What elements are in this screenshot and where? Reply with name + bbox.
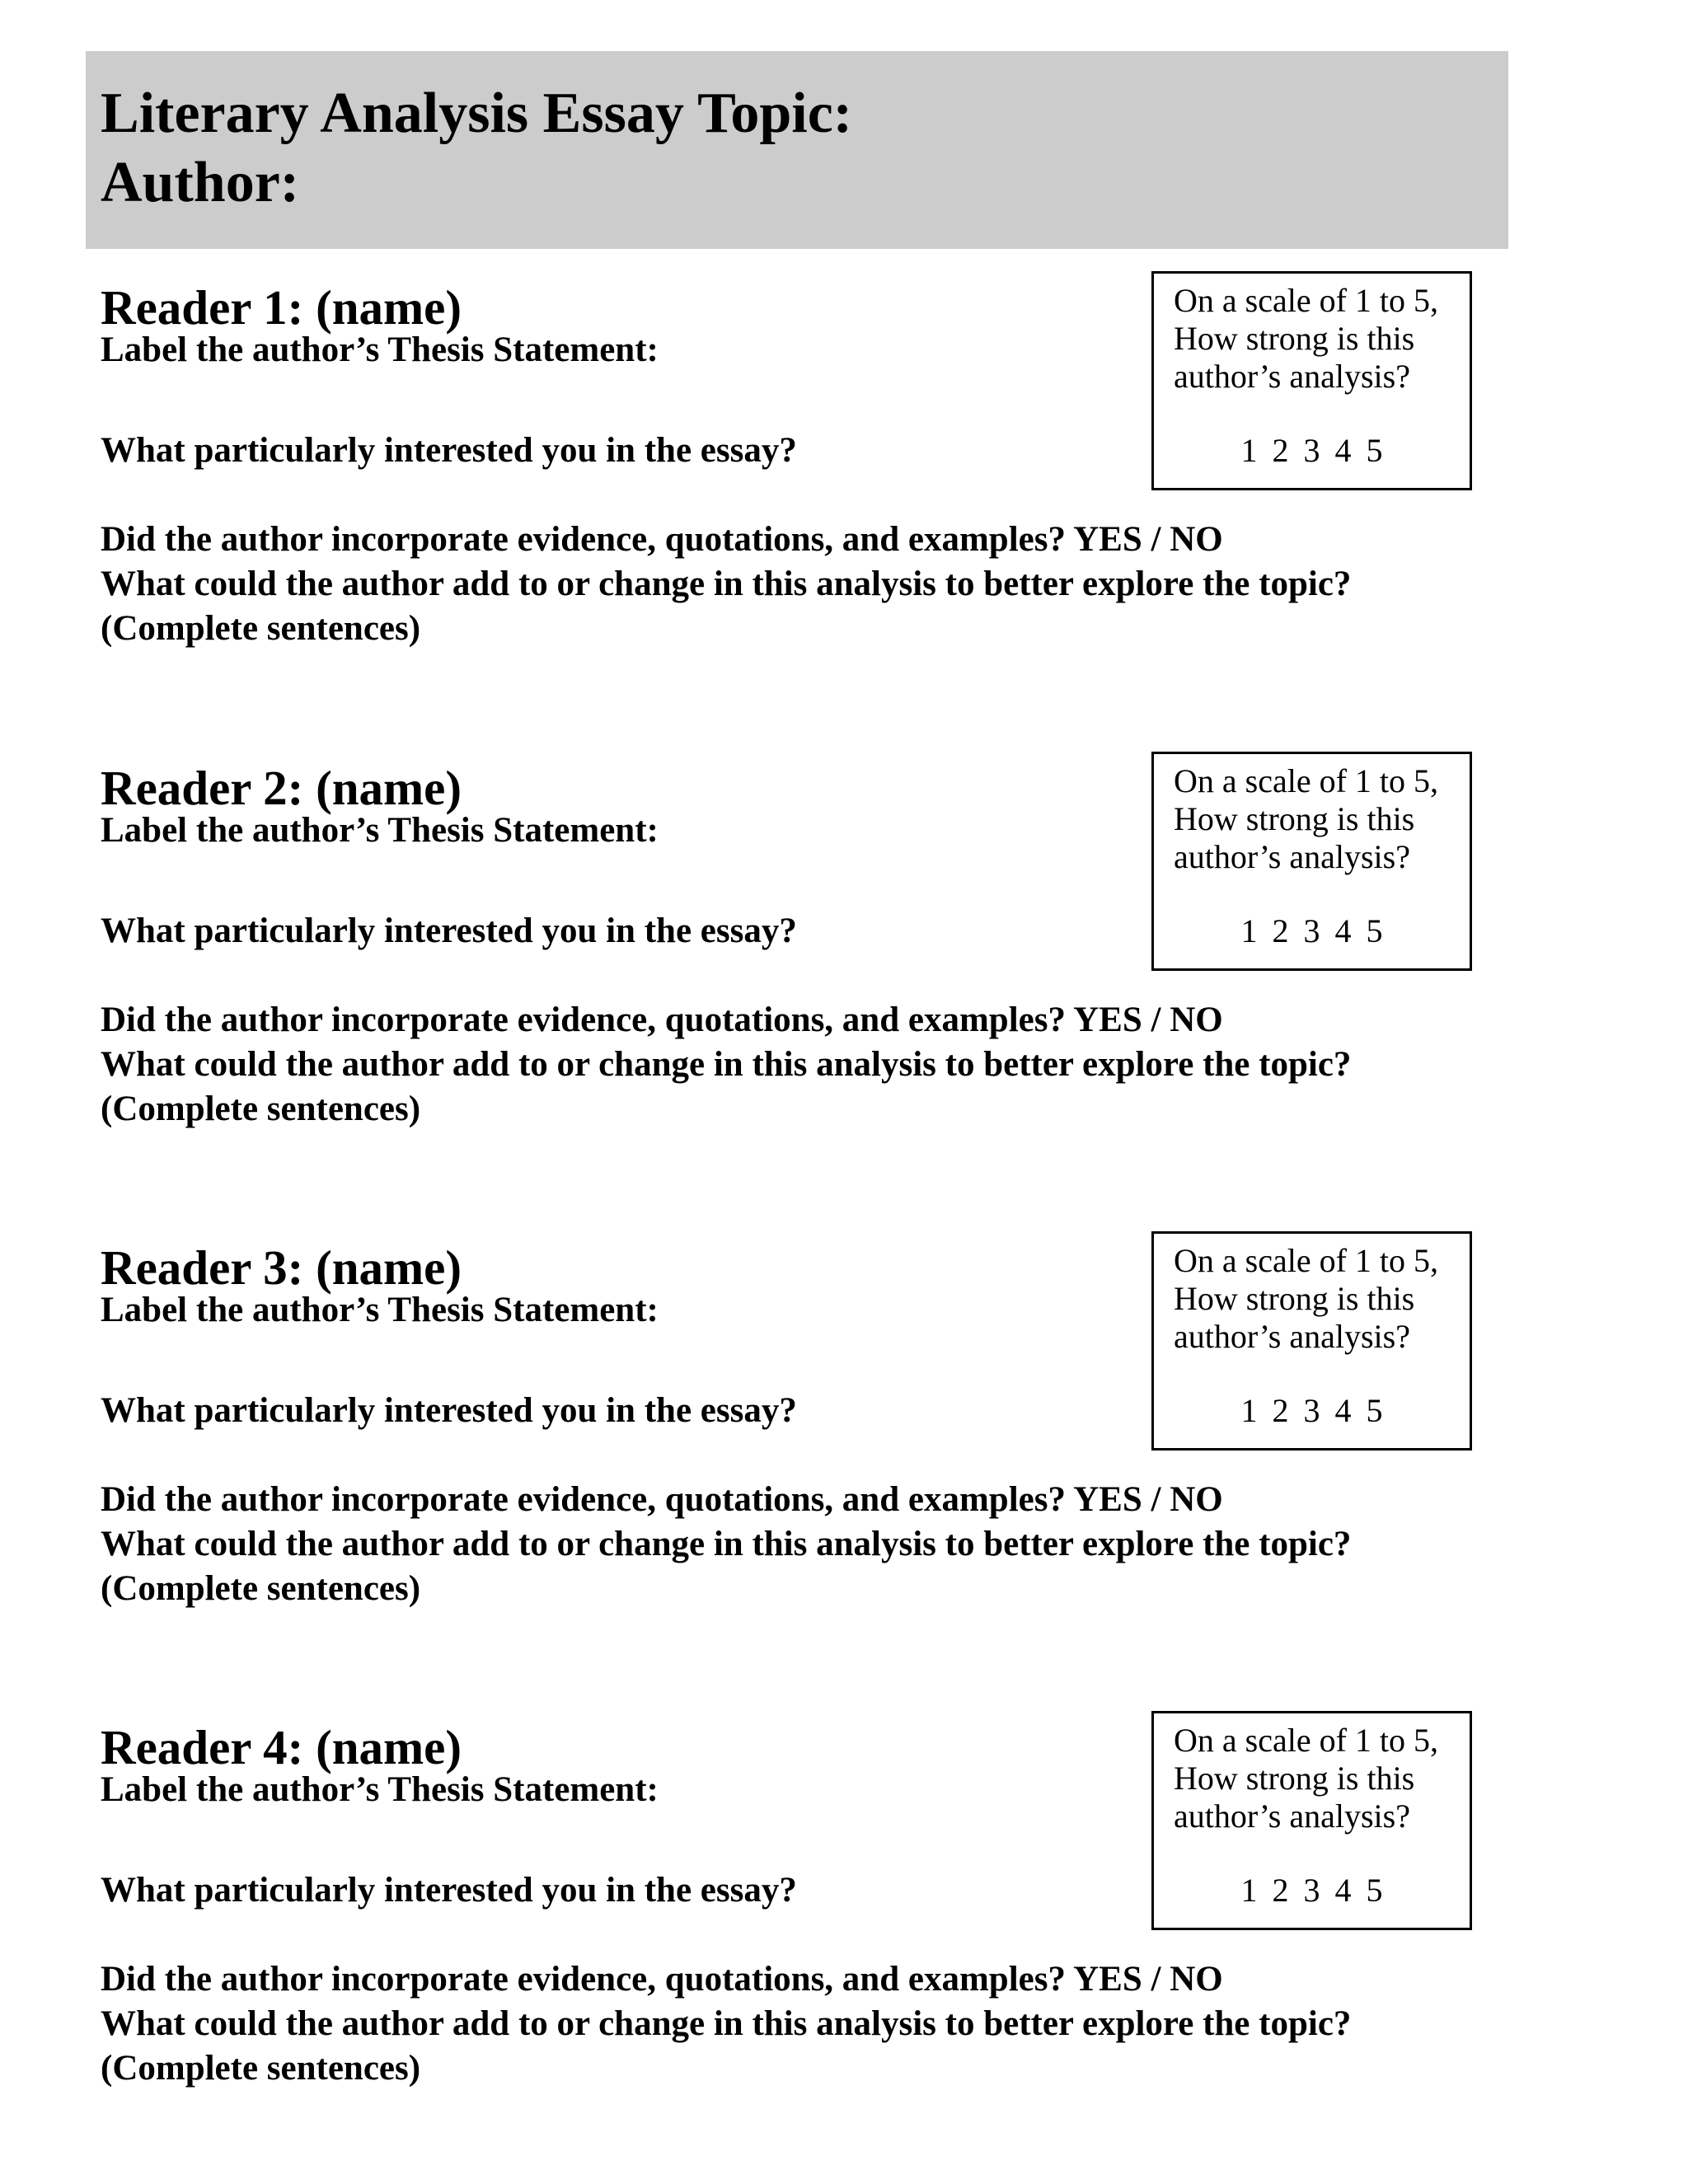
rating-box: [1151, 1711, 1472, 1930]
interest-question: What particularly interested you in the essay?: [101, 1871, 797, 1910]
rating-prompt-line-3: author’s analysis?: [1174, 838, 1410, 875]
thesis-label: Label the author’s Thesis Statement:: [101, 1291, 659, 1329]
rating-scale: 1 2 3 4 5: [1240, 1872, 1383, 1909]
rating-prompt-line-1: On a scale of 1 to 5,: [1174, 1722, 1439, 1759]
rating-box: [1151, 1231, 1472, 1451]
rating-prompt-line-3: author’s analysis?: [1174, 1797, 1410, 1835]
reader-title: Reader 4: (name): [101, 1720, 462, 1774]
evidence-question: Did the author incorporate evidence, quotations, and examples? YES / NO: [101, 520, 1223, 559]
rating-box: [1151, 271, 1472, 490]
reader-title: Reader 2: (name): [101, 761, 462, 815]
rating-prompt-line-3: author’s analysis?: [1174, 358, 1410, 395]
author-label: Author:: [101, 151, 300, 214]
interest-question: What particularly interested you in the essay?: [101, 912, 797, 950]
rating-prompt-line-3: author’s analysis?: [1174, 1318, 1410, 1355]
rating-box: [1151, 752, 1472, 971]
complete-note: (Complete sentences): [101, 2049, 421, 2088]
change-question: What could the author add to or change in this analysis to better explore the topic?: [101, 1045, 1352, 1084]
rating-scale: 1 2 3 4 5: [1240, 432, 1383, 469]
rating-prompt-line-2: How strong is this: [1174, 1280, 1415, 1317]
rating-scale: 1 2 3 4 5: [1240, 912, 1383, 949]
evidence-question: Did the author incorporate evidence, quotations, and examples? YES / NO: [101, 1960, 1223, 1999]
thesis-label: Label the author’s Thesis Statement:: [101, 1770, 659, 1809]
thesis-label: Label the author’s Thesis Statement:: [101, 330, 659, 369]
complete-note: (Complete sentences): [101, 1090, 421, 1128]
thesis-label: Label the author’s Thesis Statement:: [101, 811, 659, 850]
reader-section-1: [0, 279, 1688, 740]
change-question: What could the author add to or change in this analysis to better explore the topic?: [101, 1525, 1352, 1563]
reader-title: Reader 3: (name): [101, 1240, 462, 1295]
rating-prompt-line-2: How strong is this: [1174, 800, 1415, 837]
rating-prompt-line-1: On a scale of 1 to 5,: [1174, 282, 1439, 319]
rating-prompt-line-2: How strong is this: [1174, 1760, 1415, 1797]
reader-section-3: [0, 1239, 1688, 1700]
rating-scale: 1 2 3 4 5: [1240, 1392, 1383, 1429]
change-question: What could the author add to or change in this analysis to better explore the topic?: [101, 565, 1352, 603]
rating-prompt-line-2: How strong is this: [1174, 320, 1415, 357]
rating-prompt-line-1: On a scale of 1 to 5,: [1174, 1242, 1439, 1279]
interest-question: What particularly interested you in the essay?: [101, 431, 797, 470]
rating-prompt-line-1: On a scale of 1 to 5,: [1174, 762, 1439, 799]
complete-note: (Complete sentences): [101, 609, 421, 648]
interest-question: What particularly interested you in the essay?: [101, 1391, 797, 1430]
change-question: What could the author add to or change in this analysis to better explore the topic?: [101, 2004, 1352, 2043]
topic-label: Literary Analysis Essay Topic:: [101, 82, 853, 145]
complete-note: (Complete sentences): [101, 1569, 421, 1608]
evidence-question: Did the author incorporate evidence, quotations, and examples? YES / NO: [101, 1480, 1223, 1519]
reader-title: Reader 1: (name): [101, 280, 462, 335]
reader-section-2: [0, 759, 1688, 1221]
evidence-question: Did the author incorporate evidence, quotations, and examples? YES / NO: [101, 1001, 1223, 1039]
reader-section-4: [0, 1718, 1688, 2180]
